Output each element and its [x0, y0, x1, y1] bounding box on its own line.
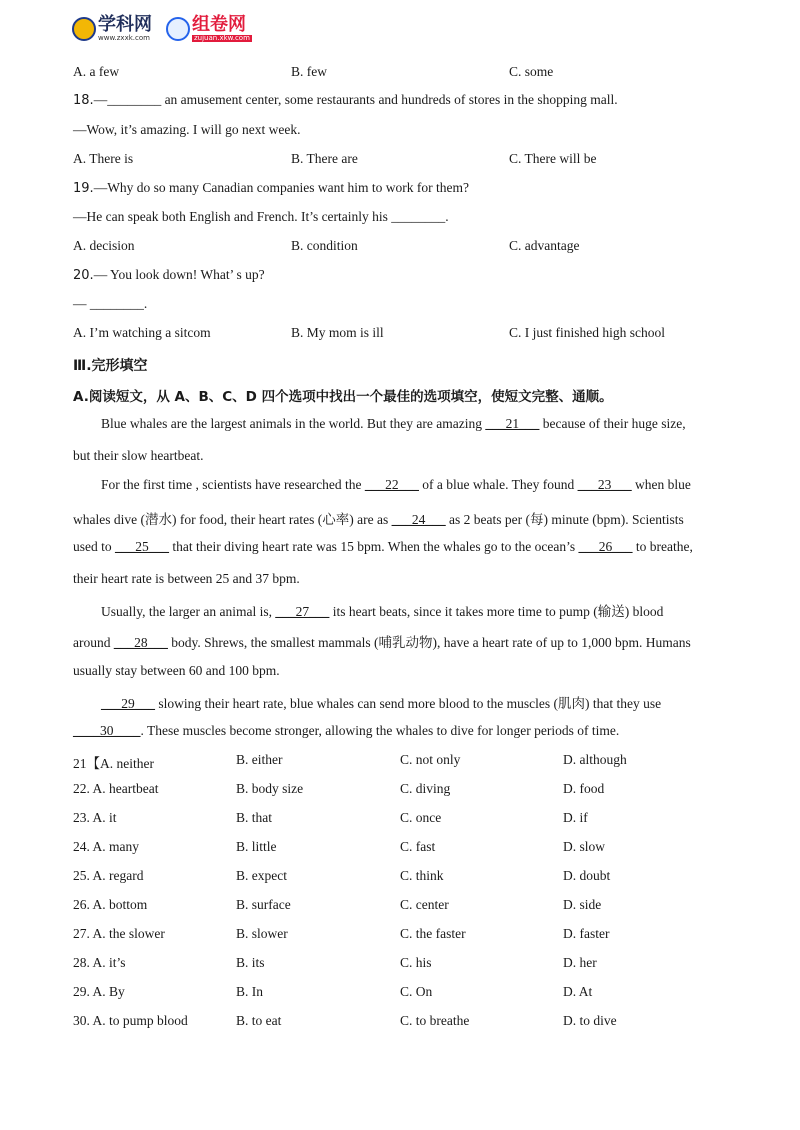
logo2-text: 组卷网 [192, 14, 246, 35]
q19-stem-text: —Why do so many Canadian companies want him to work for them? [93, 180, 469, 195]
q17-option-b: B. few [291, 64, 327, 79]
passage-text: whales dive (潜水) for food, their heart rates (心率) are as [73, 512, 392, 527]
passage-line-4 [73, 508, 723, 528]
passage-text: when blue [631, 477, 691, 492]
q27-option-c: C. the faster [400, 926, 466, 941]
q24-option-a: 24. A. many [73, 839, 139, 854]
q19-stem [73, 180, 469, 196]
passage-text: Blue whales are the largest animals in the world. But they are amazing [101, 416, 486, 431]
q30-option-a: 30. A. to pump blood [73, 1013, 188, 1028]
q22-option-b: B. body size [236, 781, 304, 796]
passage-line-8 [73, 631, 723, 651]
q27-option-a: 27. A. the slower [73, 926, 165, 941]
passage-line-3 [101, 477, 751, 493]
q28-option-c: C. his [400, 955, 432, 970]
q28-option-b: B. its [236, 955, 265, 970]
q30-option-d: D. to dive [563, 1013, 617, 1028]
passage-line-5 [73, 539, 723, 555]
passage-text: around [73, 635, 114, 650]
passage-line-9: usually stay between 60 and 100 bpm. [73, 663, 280, 678]
owl-icon [166, 17, 190, 41]
mortarboard-icon [72, 17, 96, 41]
q30-option-c: C. to breathe [400, 1013, 470, 1028]
q25-option-b: B. expect [236, 868, 287, 883]
q26-option-d: D. side [563, 897, 602, 912]
q23-option-b: B. that [236, 810, 272, 825]
section-title: Ⅲ.完形填空 [73, 358, 148, 374]
blank-26: ___26___ [578, 539, 633, 554]
zxxk-logo [72, 16, 152, 42]
q20-option-c: C. I just finished high school [509, 325, 665, 340]
q17-option-c: C. some [509, 64, 554, 79]
section-instruction: A.阅读短文，从 A、B、C、D 四个选项中找出一个最佳的选项填空，使短文完整、通顺。 [73, 389, 613, 405]
blank-24: ___24___ [391, 512, 446, 527]
q20-stem-text: — You look down! What’ s up? [93, 267, 265, 282]
passage-line-10 [101, 692, 751, 712]
q18-stem-text: —________ an amusement center, some restaurants and hundreds of stores in the shopping mall. [93, 92, 618, 107]
header [72, 10, 266, 48]
q29-option-d: D. At [563, 984, 593, 999]
q26-option-a: 26. A. bottom [73, 897, 148, 912]
q23-option-c: C. once [400, 810, 442, 825]
q20-reply: — ________. [73, 296, 148, 311]
q22-option-a: 22. A. heartbeat [73, 781, 159, 796]
passage-text: its heart beats, since it takes more time to pump (输送) blood [329, 604, 664, 619]
q29-option-c: C. On [400, 984, 433, 999]
passage-text: as 2 beats per (每) minute (bpm). Scientists [445, 512, 684, 527]
q19-option-c: C. advantage [509, 238, 580, 253]
q18-stem [73, 92, 618, 108]
q18-option-a: A. There is [73, 151, 134, 166]
passage-text: slowing their heart rate, blue whales can send more blood to the muscles (肌肉) that they use [155, 696, 662, 711]
q27-option-d: D. faster [563, 926, 610, 941]
q20-option-a: A. I’m watching a sitcom [73, 325, 211, 340]
blank-23: ___23___ [577, 477, 632, 492]
passage-line-6: their heart rate is between 25 and 37 bpm. [73, 571, 300, 586]
zujuan-logo [166, 16, 252, 42]
q17-option-a: A. a few [73, 64, 120, 79]
passage-text: For the first time , scientists have researched the [101, 477, 365, 492]
q28-option-d: D. her [563, 955, 597, 970]
q18-option-b: B. There are [291, 151, 358, 166]
passage-text: used to [73, 539, 115, 554]
passage-line-7 [101, 600, 751, 620]
blank-29: ___29___ [101, 696, 155, 711]
q23-option-d: D. if [563, 810, 588, 825]
q19-number: 19. [73, 181, 94, 196]
q19-reply: —He can speak both English and French. It’s certainly his ________. [73, 209, 449, 224]
q28-option-a: 28. A. it’s [73, 955, 126, 970]
q24-option-c: C. fast [400, 839, 436, 854]
logo1-text: 学科网 [98, 14, 152, 35]
passage-text: that their diving heart rate was 15 bpm. When the whales go to the ocean’s [169, 539, 579, 554]
q23-option-a: 23. A. it [73, 810, 117, 825]
q21-option-c: C. not only [400, 752, 461, 767]
q29-option-b: B. In [236, 984, 263, 999]
q24-option-b: B. little [236, 839, 277, 854]
passage-text: Usually, the larger an animal is, [101, 604, 276, 619]
passage-line-11 [73, 723, 723, 739]
blank-21: ___21___ [485, 416, 540, 431]
q18-option-c: C. There will be [509, 151, 597, 166]
logo2-sub: zujuan.xkw.com [194, 34, 250, 42]
q22-option-c: C. diving [400, 781, 451, 796]
logo1-sub: www.zxxk.com [98, 34, 150, 42]
passage-text: to breathe, [632, 539, 693, 554]
q19-option-a: A. decision [73, 238, 135, 253]
q25-option-a: 25. A. regard [73, 868, 144, 883]
passage-text: body. Shrews, the smallest mammals (哺乳动物), have a heart rate of up to 1,000 bpm. Humans [167, 635, 691, 650]
passage-line-1 [101, 416, 751, 432]
passage-text: because of their huge size, [539, 416, 686, 431]
q22-option-d: D. food [563, 781, 605, 796]
blank-30: ____30____ [73, 723, 141, 738]
q21-option-b: B. either [236, 752, 283, 767]
q18-reply: —Wow, it’s amazing. I will go next week. [73, 122, 301, 137]
blank-25: ___25___ [115, 539, 169, 554]
blank-28: ___28___ [113, 635, 168, 650]
q25-option-d: D. doubt [563, 868, 611, 883]
blank-27: ___27___ [275, 604, 330, 619]
q20-stem [73, 267, 265, 283]
q25-option-c: C. think [400, 868, 444, 883]
q24-option-d: D. slow [563, 839, 606, 854]
passage-line-2: but their slow heartbeat. [73, 448, 204, 463]
q30-option-b: B. to eat [236, 1013, 282, 1028]
q27-option-b: B. slower [236, 926, 288, 941]
q21-option-a: 21【A. neither [73, 756, 154, 771]
passage-text: . These muscles become stronger, allowing the whales to dive for longer periods of time. [140, 723, 620, 738]
q21-option-d: D. although [563, 752, 627, 767]
q19-option-b: B. condition [291, 238, 358, 253]
q20-option-b: B. My mom is ill [291, 325, 384, 340]
q18-number: 18. [73, 93, 94, 108]
q29-option-a: 29. A. By [73, 984, 125, 999]
q20-number: 20. [73, 268, 94, 283]
q26-option-b: B. surface [236, 897, 291, 912]
q26-option-c: C. center [400, 897, 449, 912]
blank-22: ___22___ [364, 477, 419, 492]
passage-text: of a blue whale. They found [418, 477, 578, 492]
